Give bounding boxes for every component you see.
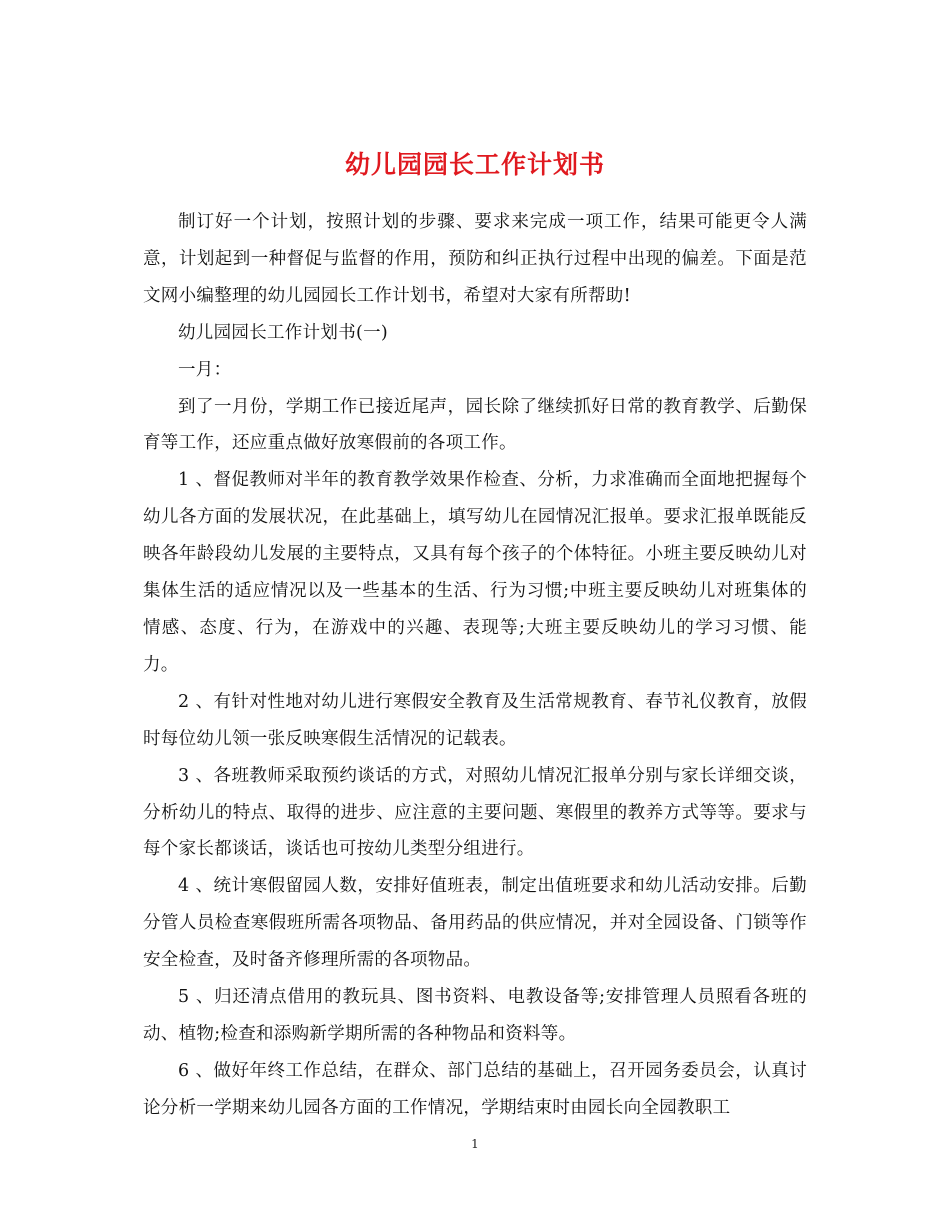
document-body xyxy=(143,204,807,1127)
paragraph-item-3: 3 、各班教师采取预约谈话的方式，对照幼儿情况汇报单分别与家长详细交谈，分析幼儿的特点、取得的进步、应注意的主要问题、寒假里的教养方式等等。要求与每个家长都谈话，谈话也可按幼儿类型分组进行。 xyxy=(143,765,807,860)
paragraph-month-heading: 一月： xyxy=(178,359,232,380)
page-number: 1 xyxy=(471,1137,479,1151)
paragraph-item-2: 2 、有针对性地对幼儿进行寒假安全教育及生活常规教育、春节礼仪教育，放假时每位幼儿领一张反映寒假生活情况的记载表。 xyxy=(143,691,807,749)
paragraph-item-5: 5 、归还清点借用的教玩具、图书资料、电教设备等;安排管理人员照看各班的动、植物;检查和添购新学期所需的各种物品和资料等。 xyxy=(143,987,807,1044)
paragraph-intro: 制订好一个计划，按照计划的步骤、要求来完成一项工作，结果可能更令人满意，计划起到一种督促与监督的作用，预防和纠正执行过程中出现的偏差。下面是范文网小编整理的幼儿园园长工作计划书，希望对大家有所帮助! xyxy=(143,212,807,306)
paragraph-item-6: 6 、做好年终工作总结，在群众、部门总结的基础上，召开园务委员会，认真讨论分析一学期来幼儿园各方面的工作情况，学期结束时由园长向全园教职工 xyxy=(143,1060,807,1118)
paragraph-january-overview: 到了一月份，学期工作已接近尾声，园长除了继续抓好日常的教育教学、后勤保育等工作，还应重点做好放寒假前的各项工作。 xyxy=(143,396,807,454)
document-title: 幼儿园园长工作计划书 xyxy=(344,149,605,179)
paragraph-item-4: 4 、统计寒假留园人数，安排好值班表，制定出值班要求和幼儿活动安排。后勤分管人员检查寒假班所需各项物品、备用药品的供应情况，并对全园设备、门锁等作安全检查，及时备齐修理所需的各项物品。 xyxy=(143,876,807,971)
paragraph-item-1: 1 、督促教师对半年的教育教学效果作检查、分析，力求准确而全面地把握每个幼儿各方面的发展状况，在此基础上，填写幼儿在园情况汇报单。要求汇报单既能反映各年龄段幼儿发展的主要特点，又具有每个孩子的个体特征。小班主要反映幼儿对集体生活的适应情况以及一些基本的生活、行为习惯;中班主要反映幼儿对班集体的情感、态度、行为，在游戏中的兴趣、表现等;大班主要反映幼儿的学习习惯、能力。 xyxy=(143,470,807,675)
paragraph-section-heading: 幼儿园园长工作计划书(一) xyxy=(178,322,389,343)
